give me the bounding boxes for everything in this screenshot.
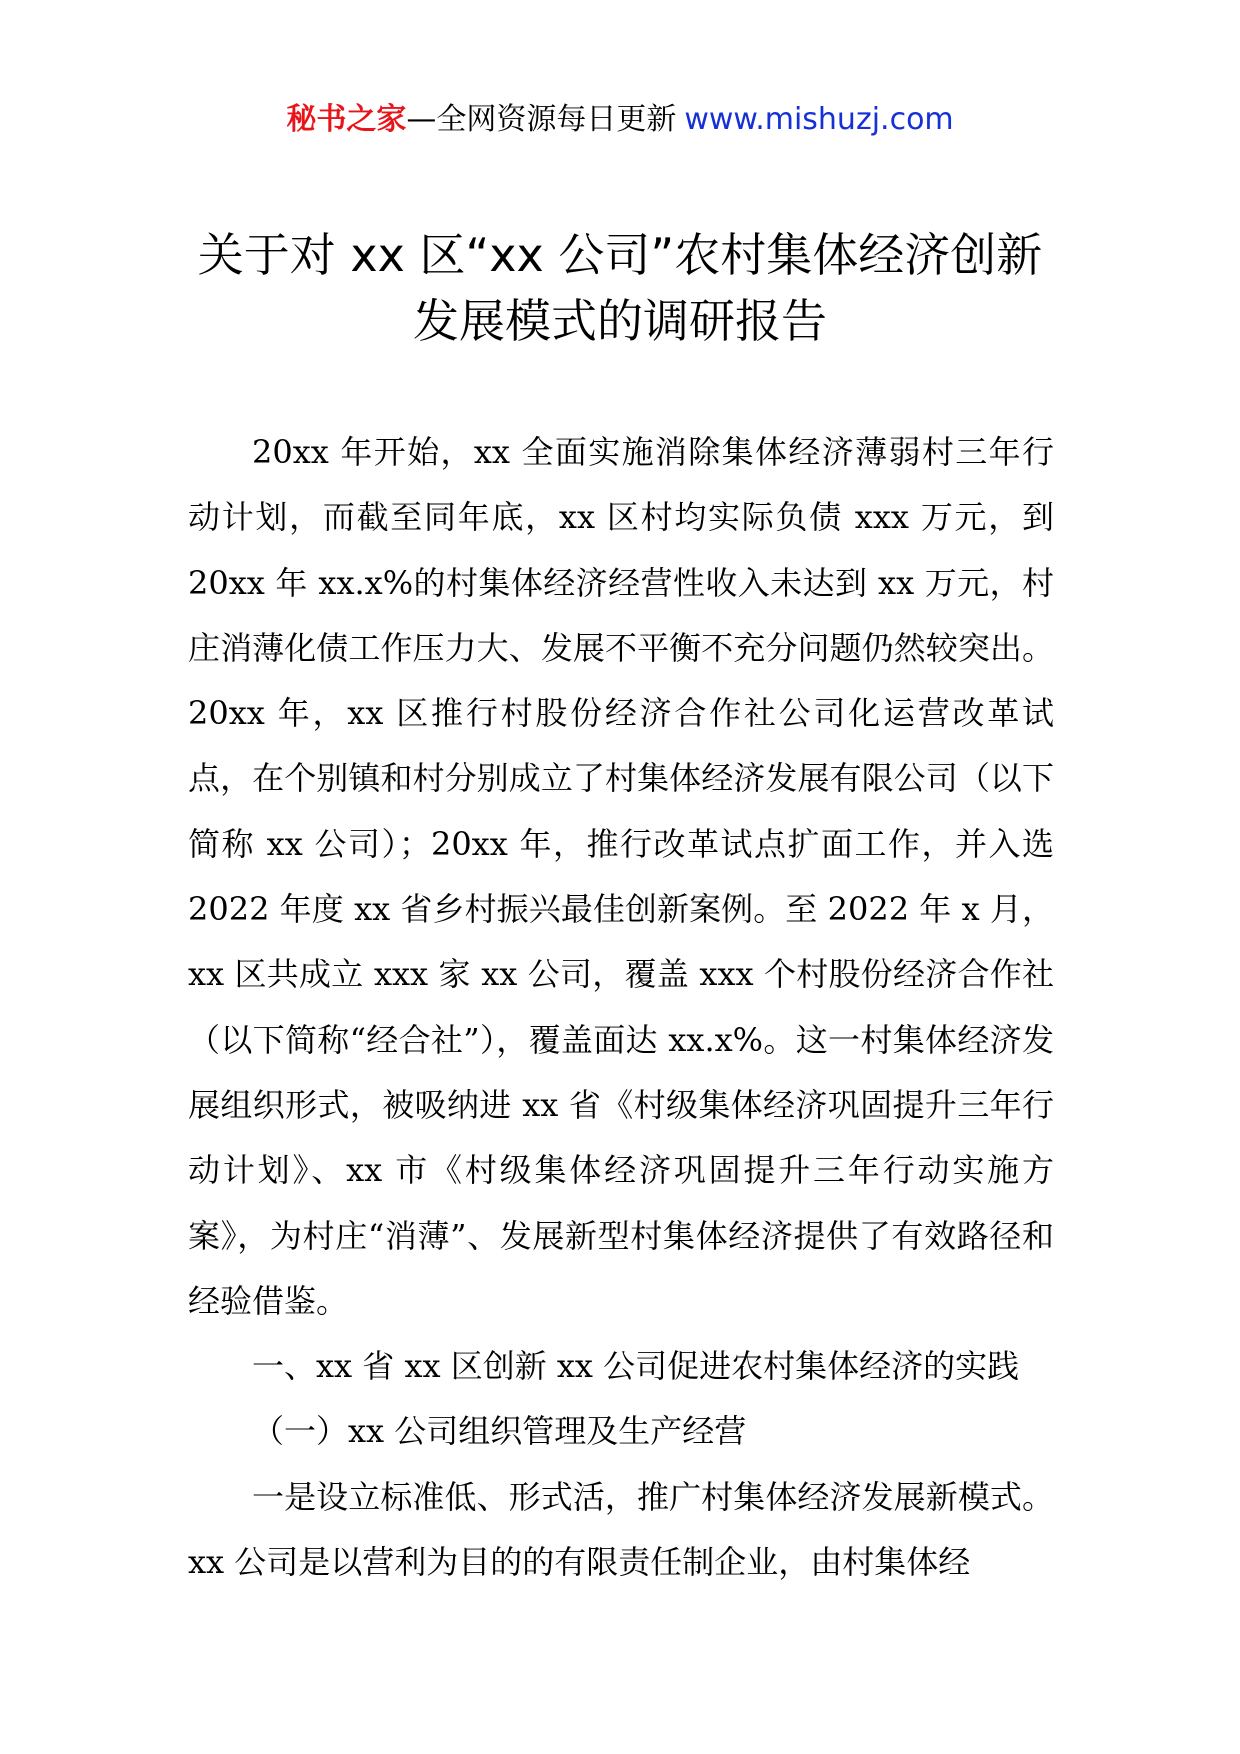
- document-title-line-2: 发展模式的调研报告: [413, 294, 827, 348]
- site-url-link[interactable]: www.mishuzj.com: [684, 102, 954, 137]
- site-brand: 秘书之家: [286, 102, 407, 137]
- document-title: [150, 222, 1090, 354]
- site-header: [0, 100, 1240, 140]
- document-body: [188, 420, 1054, 1595]
- document-title-line-1: 关于对 xx 区“xx 公司”农村集体经济创新: [197, 228, 1043, 282]
- intro-paragraph: 20xx 年开始，xx 全面实施消除集体经济薄弱村三年行动计划，而截至同年底，xx 区村均实际负债 xxx 万元，到 20xx 年 xx.x%的村集体经济经营性收入未达到 xx 万元，村庄消薄化债工作压力大、发展不平衡不充分问题仍然较突出。20xx 年，xx 区推行村股份经济合作社公司化运营改革试点，在个别镇和村分别成立了村集体经济发展有限公司（以下简称 xx 公司）；20xx 年，推行改革试点扩面工作，并入选 2022 年度 xx 省乡村振兴最佳创新案例。至 2022 年 x 月，xx 区共成立 xxx 家 xx 公司，覆盖 xxx 个村股份经济合作社（以下简称“经合社”），覆盖面达 xx.x%。这一村集体经济发展组织形式，被吸纳进 xx 省《村级集体经济巩固提升三年行动计划》、xx 市《村级集体经济巩固提升三年行动实施方案》，为村庄“消薄”、发展新型村集体经济提供了有效路径和经验借鉴。: [188, 433, 1054, 1320]
- subsection-heading-1: （一）xx 公司组织管理及生产经营: [252, 1412, 747, 1451]
- site-tagline: —全网资源每日更新: [406, 102, 677, 137]
- body-paragraph: 一是设立标准低、形式活，推广村集体经济发展新模式。xx 公司是以营利为目的的有限责任制企业，由村集体经: [188, 1477, 1054, 1582]
- section-heading-1: 一、xx 省 xx 区创新 xx 公司促进农村集体经济的实践: [252, 1347, 1020, 1386]
